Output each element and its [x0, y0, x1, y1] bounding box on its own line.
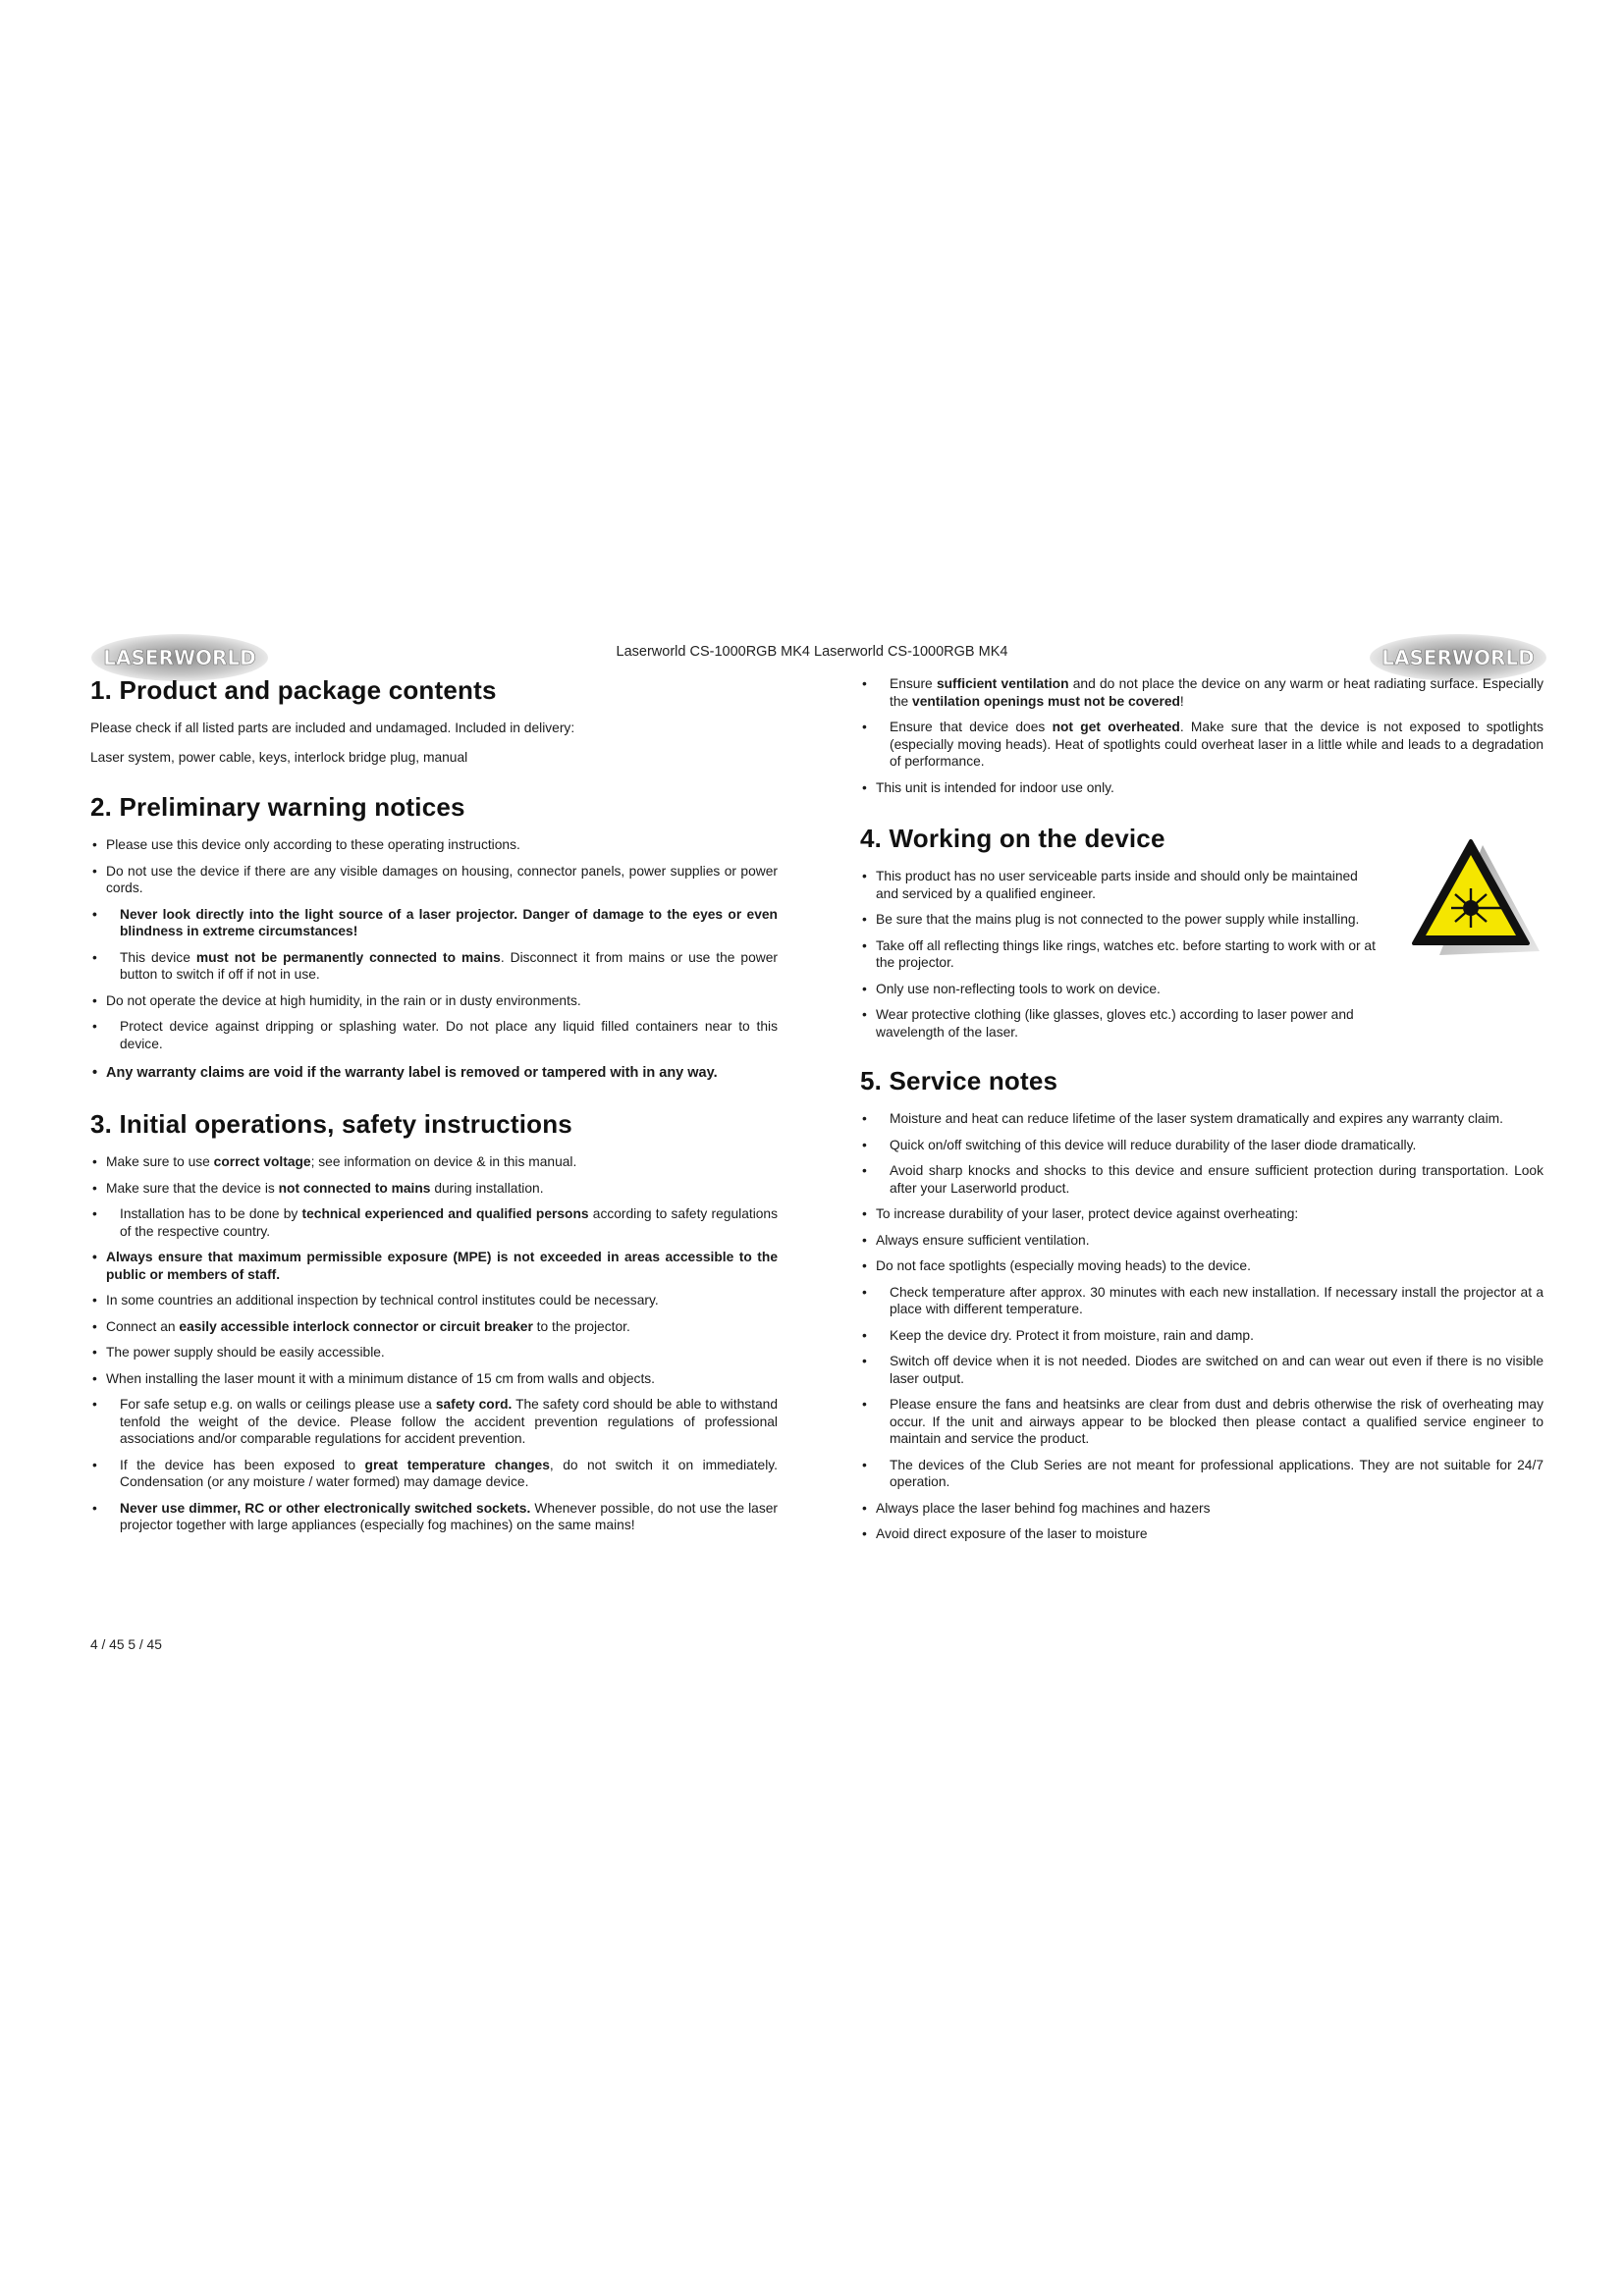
list-item: • Do not operate the device at high humidity, in the rain or in dusty environments. — [90, 992, 778, 1010]
list-item: • Make sure that the device is not connected to mains during installation. — [90, 1180, 778, 1198]
list-item: • Avoid sharp knocks and shocks to this device and ensure sufficient protection during transportation. Look after your Laserworld product. — [860, 1162, 1543, 1197]
list-item: • Do not face spotlights (especially moving heads) to the device. — [860, 1257, 1543, 1275]
section-warning-notices — [90, 792, 778, 1086]
list-item: • Installation has to be done by technical experienced and qualified persons according to safety regulations of the respective country. — [90, 1205, 778, 1240]
list-item: • To increase durability of your laser, protect device against overheating: — [860, 1205, 1543, 1223]
list-item: • Ensure sufficient ventilation and do not place the device on any warm or heat radiating surface. Especially the ventilation openings must not be covered! — [860, 675, 1543, 710]
left-page — [90, 675, 778, 1554]
list-item: • In some countries an additional inspection by technical control institutes could be necessary. — [90, 1292, 778, 1309]
list-item: • Always place the laser behind fog machines and hazers — [860, 1500, 1543, 1518]
list-item: • Only use non-reflecting tools to work on device. — [860, 981, 1380, 998]
section-title: 5. Service notes — [860, 1066, 1058, 1095]
list-item: • For safe setup e.g. on walls or ceilings please use a safety cord. The safety cord should be able to withstand tenfold the weight of the device. Please follow the accident prevention regulations of professional associations and/or comparable regulations for accident prevention. — [90, 1396, 778, 1448]
section-safety-instructions — [90, 1109, 778, 1534]
list-item: • Any warranty claims are void if the warranty label is removed or tampered with in any way. — [90, 1061, 778, 1086]
list-item: • Do not use the device if there are any visible damages on housing, connector panels, power supplies or power cords. — [90, 863, 778, 897]
list-item: • Always ensure sufficient ventilation. — [860, 1232, 1543, 1250]
list-item: • Ensure that device does not get overheated. Make sure that the device is not exposed to spotlights (especially moving heads). Heat of spotlights could overheat laser in a little while and leads to a degradation of performance. — [860, 719, 1543, 771]
paragraph: Laser system, power cable, keys, interlock bridge plug, manual — [90, 750, 468, 765]
list-item: • Always ensure that maximum permissible exposure (MPE) is not exceeded in areas accessible to the public or members of staff. — [90, 1249, 778, 1283]
section-title: 4. Working on the device — [860, 824, 1165, 853]
list-item: • When installing the laser mount it with a minimum distance of 15 cm from walls and objects. — [90, 1370, 778, 1388]
bullet-list — [90, 1153, 778, 1534]
list-item: • Never use dimmer, RC or other electronically switched sockets. Whenever possible, do not use the laser projector together with large appliances (especially fog machines) on the same mains! — [90, 1500, 778, 1534]
list-item: • This unit is intended for indoor use only. — [860, 779, 1543, 797]
laser-warning-icon — [1410, 837, 1543, 959]
svg-text:LASERWORLD: LASERWORLD — [103, 646, 256, 669]
list-item: • Take off all reflecting things like rings, watches etc. before starting to work with or at the projector. — [860, 937, 1380, 972]
bullet-list — [90, 836, 778, 1086]
bullet-list — [860, 1110, 1543, 1543]
list-item: • Never look directly into the light source of a laser projector. Danger of damage to the eyes or even blindness in extreme circumstances! — [90, 906, 778, 940]
section-title: 1. Product and package contents — [90, 675, 497, 705]
section-title: 3. Initial operations, safety instructions — [90, 1109, 572, 1139]
section-title: 2. Preliminary warning notices — [90, 792, 465, 822]
list-item: • Be sure that the mains plug is not connected to the power supply while installing. — [860, 911, 1380, 929]
list-item: • Check temperature after approx. 30 minutes with each new installation. If necessary install the projector at a place with different temperature. — [860, 1284, 1543, 1318]
list-item: • Moisture and heat can reduce lifetime of the laser system dramatically and expires any warranty claim. — [860, 1110, 1543, 1128]
running-header: Laserworld CS-1000RGB MK4 Laserworld CS-1000RGB MK4 — [616, 644, 1008, 660]
list-item: • Please ensure the fans and heatsinks are clear from dust and debris otherwise the risk of overheating may occur. If the unit and airways appear to be blocked then please contact a qualified service engineer to maintain and service the product. — [860, 1396, 1543, 1448]
section-service-notes — [860, 1066, 1543, 1543]
list-item: • Switch off device when it is not needed. Diodes are switched on and can wear out even if there is no visible laser output. — [860, 1353, 1543, 1387]
list-item: • This device must not be permanently connected to mains. Disconnect it from mains or use the power button to switch if off if not in use. — [90, 949, 778, 984]
section-product-contents — [90, 675, 778, 767]
list-item: • Quick on/off switching of this device will reduce durability of the laser diode dramatically. — [860, 1137, 1543, 1154]
list-item: • The power supply should be easily accessible. — [90, 1344, 778, 1362]
list-item: • Protect device against dripping or splashing water. Do not place any liquid filled containers near to this device. — [90, 1018, 778, 1052]
list-item: • If the device has been exposed to great temperature changes, do not switch it on immediately. Condensation (or any moisture / water formed) may damage device. — [90, 1457, 778, 1491]
list-item: • The devices of the Club Series are not meant for professional applications. They are not suitable for 24/7 operation. — [860, 1457, 1543, 1491]
list-item: • Connect an easily accessible interlock connector or circuit breaker to the projector. — [90, 1318, 778, 1336]
list-item: • Keep the device dry. Protect it from moisture, rain and damp. — [860, 1327, 1543, 1345]
section-working-on-device — [860, 824, 1543, 1041]
paragraph: Please check if all listed parts are included and undamaged. Included in delivery: — [90, 721, 575, 735]
bullet-list — [860, 675, 1543, 796]
list-item: • Make sure to use correct voltage; see information on device & in this manual. — [90, 1153, 778, 1171]
list-item: • This product has no user serviceable parts inside and should only be maintained and serviced by a qualified engineer. — [860, 868, 1380, 902]
list-item: • Please use this device only according to these operating instructions. — [90, 836, 778, 854]
list-item: • Wear protective clothing (like glasses, gloves etc.) according to laser power and wavelength of the laser. — [860, 1006, 1380, 1041]
bullet-list — [860, 868, 1380, 1041]
svg-text:LASERWORLD: LASERWORLD — [1381, 646, 1535, 669]
page-numbers: 4 / 45 5 / 45 — [90, 1637, 162, 1652]
right-page — [860, 675, 1543, 1563]
list-item: • Avoid direct exposure of the laser to moisture — [860, 1525, 1543, 1543]
